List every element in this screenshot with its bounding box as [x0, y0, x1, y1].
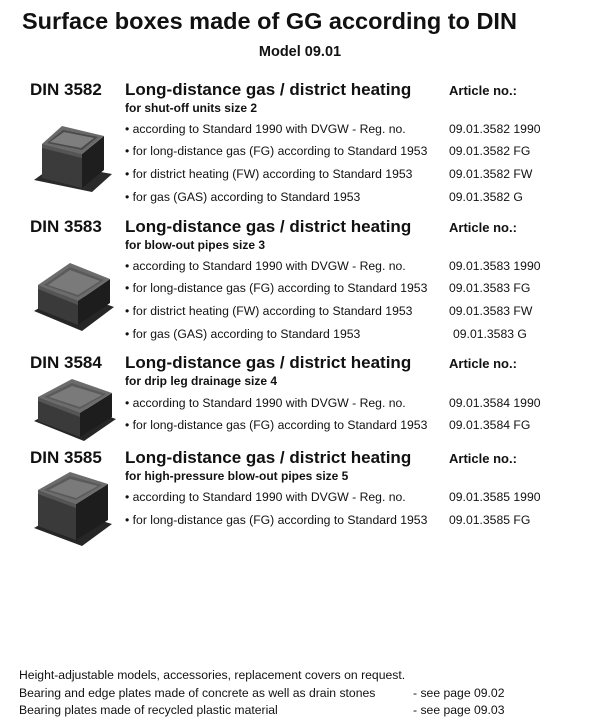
din-number: DIN 3584: [30, 353, 102, 372]
article-number: 09.01.3582 FW: [449, 167, 533, 181]
list-item: [125, 281, 595, 299]
item-description: • for long-distance gas (FG) according to Standard 1953: [125, 513, 428, 527]
item-description: • for district heating (FW) according to Standard 1953: [125, 167, 413, 181]
section-subheading: for shut-off units size 2: [125, 101, 257, 115]
item-description: • for gas (GAS) according to Standard 1953: [125, 190, 361, 204]
list-item: [125, 513, 595, 531]
article-number: 09.01.3584 FG: [449, 418, 531, 432]
din-number: DIN 3582: [30, 80, 102, 99]
list-item: [125, 327, 595, 345]
surface-box-size-4-image: [32, 375, 118, 445]
section-subheading: for drip leg drainage size 4: [125, 374, 278, 388]
article-number: 09.01.3583 G: [453, 327, 527, 341]
list-item: [125, 304, 595, 322]
list-item: [125, 144, 595, 162]
footer-text: Bearing and edge plates made of concrete as well as drain stones: [19, 686, 376, 700]
item-description: • according to Standard 1990 with DVGW - Reg. no.: [125, 490, 406, 504]
surface-box-size-3-image: [32, 255, 116, 335]
section-heading: Long-distance gas / district heating: [125, 217, 412, 236]
article-number: 09.01.3582 G: [449, 190, 523, 204]
item-description: • for long-distance gas (FG) according to Standard 1953: [125, 144, 428, 158]
article-number: 09.01.3585 FG: [449, 513, 531, 527]
section-subheading: for high-pressure blow-out pipes size 5: [125, 469, 349, 483]
surface-box-size-5-image: [32, 470, 114, 550]
page-title: Surface boxes made of GG according to DIN: [22, 8, 517, 34]
footer-text: Bearing plates made of recycled plastic material: [19, 703, 278, 717]
article-number: 09.01.3584 1990: [449, 396, 541, 410]
article-no-label: Article no.:: [449, 83, 517, 98]
section-heading: Long-distance gas / district heating: [125, 80, 412, 99]
din-number: DIN 3583: [30, 217, 102, 236]
article-no-label: Article no.:: [449, 451, 517, 466]
list-item: [125, 259, 595, 277]
list-item: [125, 190, 595, 208]
model-label: Model 09.01: [258, 44, 342, 60]
list-item: [125, 122, 595, 140]
article-number: 09.01.3583 1990: [449, 259, 541, 273]
article-number: 09.01.3583 FG: [449, 281, 531, 295]
page-reference: - see page 09.02: [413, 686, 505, 700]
page-reference: - see page 09.03: [413, 703, 505, 717]
footer-note: [19, 703, 505, 717]
article-number: 09.01.3583 FW: [449, 304, 533, 318]
article-number: 09.01.3585 1990: [449, 490, 541, 504]
article-no-label: Article no.:: [449, 220, 517, 235]
surface-box-size-2-image: [32, 116, 114, 196]
article-number: 09.01.3582 FG: [449, 144, 531, 158]
list-item: [125, 490, 595, 508]
list-item: [125, 418, 595, 436]
section-heading: Long-distance gas / district heating: [125, 353, 412, 372]
section-heading: Long-distance gas / district heating: [125, 448, 412, 467]
item-description: • according to Standard 1990 with DVGW - Reg. no.: [125, 122, 406, 136]
list-item: [125, 396, 595, 414]
footer-note: [19, 686, 505, 700]
section-subheading: for blow-out pipes size 3: [125, 238, 266, 252]
din-number: DIN 3585: [30, 448, 102, 467]
item-description: • for long-distance gas (FG) according to Standard 1953: [125, 418, 428, 432]
list-item: [125, 167, 595, 185]
article-no-label: Article no.:: [449, 356, 517, 371]
item-description: • according to Standard 1990 with DVGW - Reg. no.: [125, 259, 406, 273]
footer-text: Height-adjustable models, accessories, replacement covers on request.: [19, 668, 406, 682]
item-description: • for long-distance gas (FG) according to Standard 1953: [125, 281, 428, 295]
item-description: • according to Standard 1990 with DVGW - Reg. no.: [125, 396, 406, 410]
item-description: • for district heating (FW) according to Standard 1953: [125, 304, 413, 318]
footer-note: [19, 668, 405, 682]
article-number: 09.01.3582 1990: [449, 122, 541, 136]
item-description: • for gas (GAS) according to Standard 1953: [125, 327, 361, 341]
